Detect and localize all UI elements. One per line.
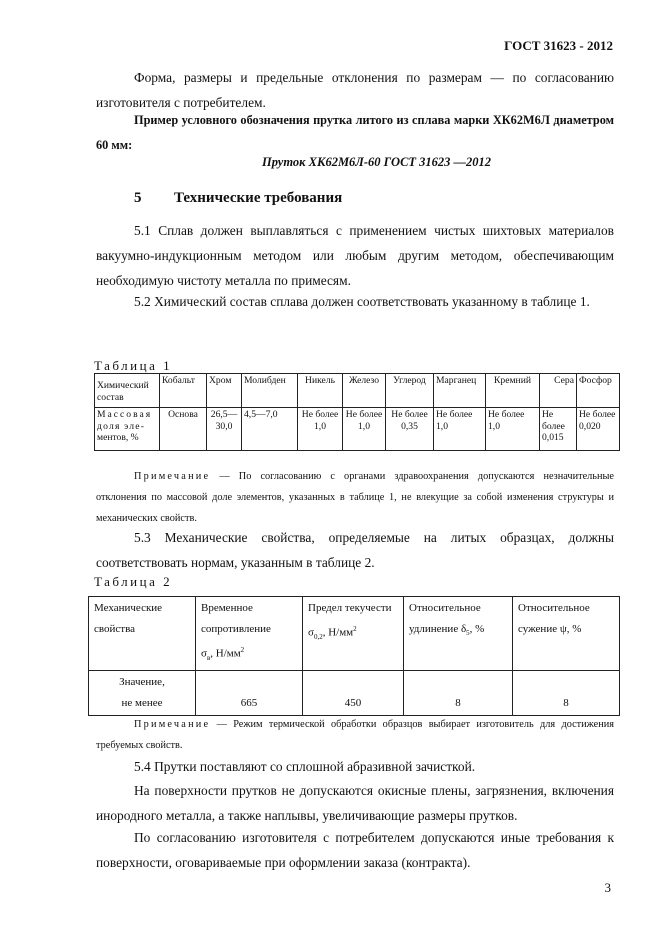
- paragraph-5-2: 5.2 Химический состав сплава должен соответствовать указанному в таблице 1.: [134, 294, 590, 309]
- table-2-header-cell: [196, 597, 303, 671]
- table-1-header-cell: Химический состав: [95, 374, 160, 408]
- note-lead: Примечание: [134, 471, 211, 482]
- subscript: 0,2: [313, 632, 323, 641]
- table-2-row-label-line: Значение,: [119, 675, 165, 688]
- table-2-header-row: [89, 597, 620, 671]
- table-1-value-cell: Не более 1,0: [343, 408, 386, 451]
- superscript: 2: [240, 646, 245, 654]
- table-2-header-line: сужение ψ, %: [518, 623, 582, 635]
- table-2-mechanical-properties: [88, 596, 620, 716]
- table-1-data-row: [95, 408, 620, 451]
- unit: , Н/мм: [210, 647, 241, 660]
- table-1-header-cell: Никель: [298, 374, 343, 408]
- table-2-row-label-line: не менее: [121, 696, 163, 709]
- table-1-header-cell: Кобальт: [160, 374, 207, 408]
- table-1-value-cell: Не более 1,0: [486, 408, 540, 451]
- paragraph-form-dimensions: Форма, размеры и предельные отклонения по размерам — по согласованию изготовителя с потребителем.: [96, 70, 614, 110]
- table-2-header-line: Предел текучести: [308, 602, 392, 614]
- table-2-row-label: [89, 670, 196, 715]
- table-2-value-cell: 8: [513, 670, 620, 715]
- table-1-value-cell: Не более 0,015: [540, 408, 577, 451]
- table-1-header-cell: Кремний: [486, 374, 540, 408]
- table-1-caption: Таблица 1: [94, 358, 173, 373]
- table-1-header-cell: Углерод: [386, 374, 434, 408]
- paragraph-example-intro: Пример условного обозначения прутка литого из сплава марки ХК62М6Л диаметром 60 мм:: [96, 113, 614, 152]
- designation-example: Пруток ХК62М6Л-60 ГОСТ 31623 —2012: [262, 155, 492, 169]
- paragraph-surface-defects: На поверхности прутков не допускаются окисные плены, загрязнения, включения инородного металла, а также наплывы, увеличивающие размеры прутков.: [96, 783, 614, 823]
- sigma-symbol: σ: [201, 647, 207, 660]
- table-1-chemical-composition: [94, 373, 620, 451]
- table-2-header-line: свойства: [94, 623, 136, 635]
- table-1-header-cell: Сера: [540, 374, 577, 408]
- section-number: 5: [134, 190, 142, 206]
- note-text: — По согласованию с органами здравоохранения допускаются незначительные отклонения по массовой доле элементов, указанных в таблице 1, не влекущие за собой изменения структуры и механических свойств.: [96, 471, 614, 524]
- table-2-value-cell: 8: [404, 670, 513, 715]
- table-1-note: [96, 466, 614, 529]
- document-code-header: ГОСТ 31623 - 2012: [504, 38, 613, 53]
- table-2-value-cell: 665: [196, 670, 303, 715]
- table-1-row-label-line: доля элe-: [97, 420, 146, 432]
- table-1-row-label: [95, 408, 160, 451]
- table-2-header-cell: [89, 597, 196, 671]
- table-2-value-cell: 450: [303, 670, 404, 715]
- table-2-header-line: Относительное: [518, 602, 590, 614]
- table-2-header-cell: [404, 597, 513, 671]
- subscript: 5: [466, 629, 470, 638]
- table-2-header-line: Механические: [94, 602, 163, 614]
- table-1-value-cell: 26,5—30,0: [207, 408, 242, 451]
- table-1-header-cell: Железо: [343, 374, 386, 408]
- table-2-header-cell: [303, 597, 404, 671]
- paragraph-5-1: 5.1 Сплав должен выплавляться с применением чистых шихтовых материалов вакуумно-индукционным методом или любым другим методом, обеспечивающим необходимую чистоту металла по примесям.: [96, 223, 614, 288]
- sigma-symbol: σ: [308, 626, 314, 639]
- superscript: 2: [353, 625, 357, 633]
- table-1-row-label-line: Массовая: [97, 409, 153, 420]
- note-text: — Режим термической обработки образцов выбирает изготовитель для достижения требуемых свойств.: [96, 719, 614, 751]
- table-1-header-cell: Молибден: [242, 374, 298, 408]
- page-number: 3: [604, 880, 611, 895]
- table-1-header-cell: Хром: [207, 374, 242, 408]
- table-1-value-cell: Не более 0,35: [386, 408, 434, 451]
- table-1-value-cell: Не более 1,0: [434, 408, 486, 451]
- unit: , Н/мм: [322, 626, 354, 639]
- table-2-header-line: Относительное: [409, 602, 481, 614]
- table-1-value-cell: Не более 0,020: [577, 408, 620, 451]
- table-2-header-line: удлинение δ: [409, 623, 467, 635]
- table-2-note: [96, 714, 614, 756]
- paragraph-surface-agreement: По согласованию изготовителя с потребителем допускаются иные требования к поверхности, оговариваемые при оформлении заказа (контракта).: [96, 830, 614, 870]
- unit: , %: [469, 623, 485, 635]
- table-2-header-line: сопротивление: [201, 623, 271, 635]
- table-2-caption: Таблица 2: [94, 574, 173, 589]
- table-2-data-row: [89, 670, 620, 715]
- subscript: в: [206, 653, 211, 662]
- table-2-header-line: Временное: [201, 602, 253, 614]
- table-1-header-cell: Марганец: [434, 374, 486, 408]
- table-1-row-label-line: ментов, %: [97, 432, 139, 443]
- paragraph-5-3: 5.3 Механические свойства, определяемые на литых образцах, должны соответствовать нормам, указанным в таблице 2.: [96, 530, 614, 570]
- table-2-header-cell: [513, 597, 620, 671]
- paragraph-5-4: 5.4 Прутки поставляют со сплошной абразивной зачисткой.: [134, 759, 476, 774]
- table-1-value-cell: 4,5—7,0: [242, 408, 298, 451]
- table-1-header-cell: Фосфор: [577, 374, 620, 408]
- table-1-value-cell: Основа: [160, 408, 207, 451]
- table-1-header-row: [95, 374, 620, 408]
- note-lead: Примечание: [134, 719, 211, 730]
- section-title: Технические требования: [174, 190, 343, 206]
- table-1-value-cell: Не более 1,0: [298, 408, 343, 451]
